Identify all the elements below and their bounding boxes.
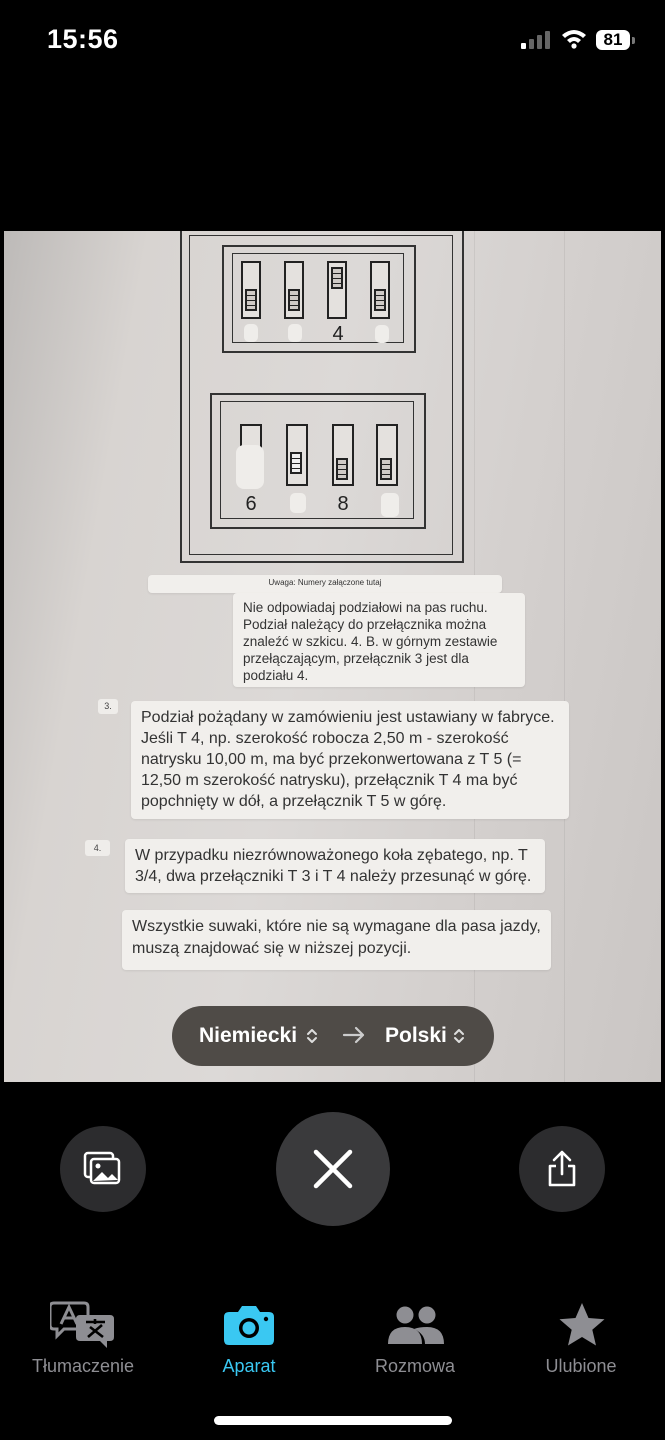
translated-paragraph: W przypadku niezrównoważonego koła zębatego, np. T 3/4, dwa przełączniki T 3 i T 4 należy przesunąć w górę. [125, 839, 545, 893]
translated-note: Nie odpowiadaj podziałowi na pas ruchu. Podział należący do przełącznika można znaleźć w szkicu. 4. B. w górnym zestawie przełączającym, przełącznik 3 jest dla podziału 4. [233, 593, 525, 687]
tab-favorites[interactable] [498, 1290, 664, 1380]
battery-level: 81 [596, 30, 630, 50]
language-selector [172, 1006, 494, 1066]
switch-label: 8 [337, 493, 349, 515]
label-sticker [236, 445, 264, 489]
paper-fold [564, 231, 565, 1082]
switch [327, 261, 347, 319]
close-icon [313, 1149, 353, 1189]
caption-overlay: Uwaga: Numery załączone tutaj [148, 575, 502, 593]
switch [376, 424, 398, 486]
label-sticker [288, 324, 302, 342]
item-number: 4. [85, 840, 110, 856]
label-sticker [375, 325, 389, 343]
battery-indicator [596, 30, 636, 52]
wifi-icon [560, 27, 588, 49]
chevron-up-down-icon [453, 1027, 465, 1045]
photo-library-button[interactable] [60, 1126, 146, 1212]
battery-nub [632, 37, 635, 44]
tab-label: Tłumaczenie [31, 1356, 135, 1376]
label-sticker [381, 493, 399, 517]
label-sticker [290, 493, 306, 513]
chevron-up-down-icon [306, 1027, 318, 1045]
tab-translation[interactable] [0, 1290, 166, 1380]
switch [284, 261, 304, 319]
switch-label: 6 [245, 493, 257, 515]
close-camera-button[interactable] [276, 1112, 390, 1226]
arrow-right-icon [342, 1023, 366, 1047]
camera-icon [223, 1304, 275, 1346]
status-time: 15:56 [47, 24, 119, 54]
share-icon [546, 1150, 578, 1188]
translated-paragraph: Wszystkie suwaki, które nie są wymagane dla pasa jazdy, muszą znajdować się w niższej pozycji. [122, 910, 551, 970]
home-indicator [214, 1416, 452, 1425]
star-icon [558, 1302, 606, 1348]
translated-paragraph: Podział pożądany w zamówieniu jest ustawiany w fabryce. Jeśli T 4, np. szerokość robocza 2,50 m - szerokość natrysku 10,00 m, ma być przekonwertowana z T 5 (= 12,50 m szerokość natrysku), przełącznik T 4 ma być popchnięty w dół, a przełącznik T 5 w górę. [131, 701, 569, 819]
people-icon [387, 1306, 445, 1346]
target-language-button[interactable]: Polski [385, 1024, 447, 1047]
switch [286, 424, 308, 486]
tab-bar [0, 1290, 665, 1390]
cellular-signal-icon [520, 30, 552, 50]
tab-label: Rozmowa [374, 1356, 456, 1376]
tab-camera[interactable] [166, 1290, 332, 1380]
switch [241, 261, 261, 319]
item-number: 3. [98, 699, 118, 714]
label-sticker [244, 324, 258, 342]
tab-label: Aparat [222, 1356, 276, 1376]
translate-icon [50, 1300, 116, 1350]
tab-label: Ulubione [545, 1356, 617, 1376]
tab-conversation[interactable] [332, 1290, 498, 1380]
switch-label: 4 [332, 323, 344, 345]
photo-library-icon [83, 1151, 123, 1187]
switch [370, 261, 390, 319]
share-button[interactable] [519, 1126, 605, 1212]
switch [332, 424, 354, 486]
camera-photo [4, 231, 661, 1082]
status-bar [0, 0, 665, 80]
source-language-button[interactable]: Niemiecki [199, 1024, 298, 1047]
